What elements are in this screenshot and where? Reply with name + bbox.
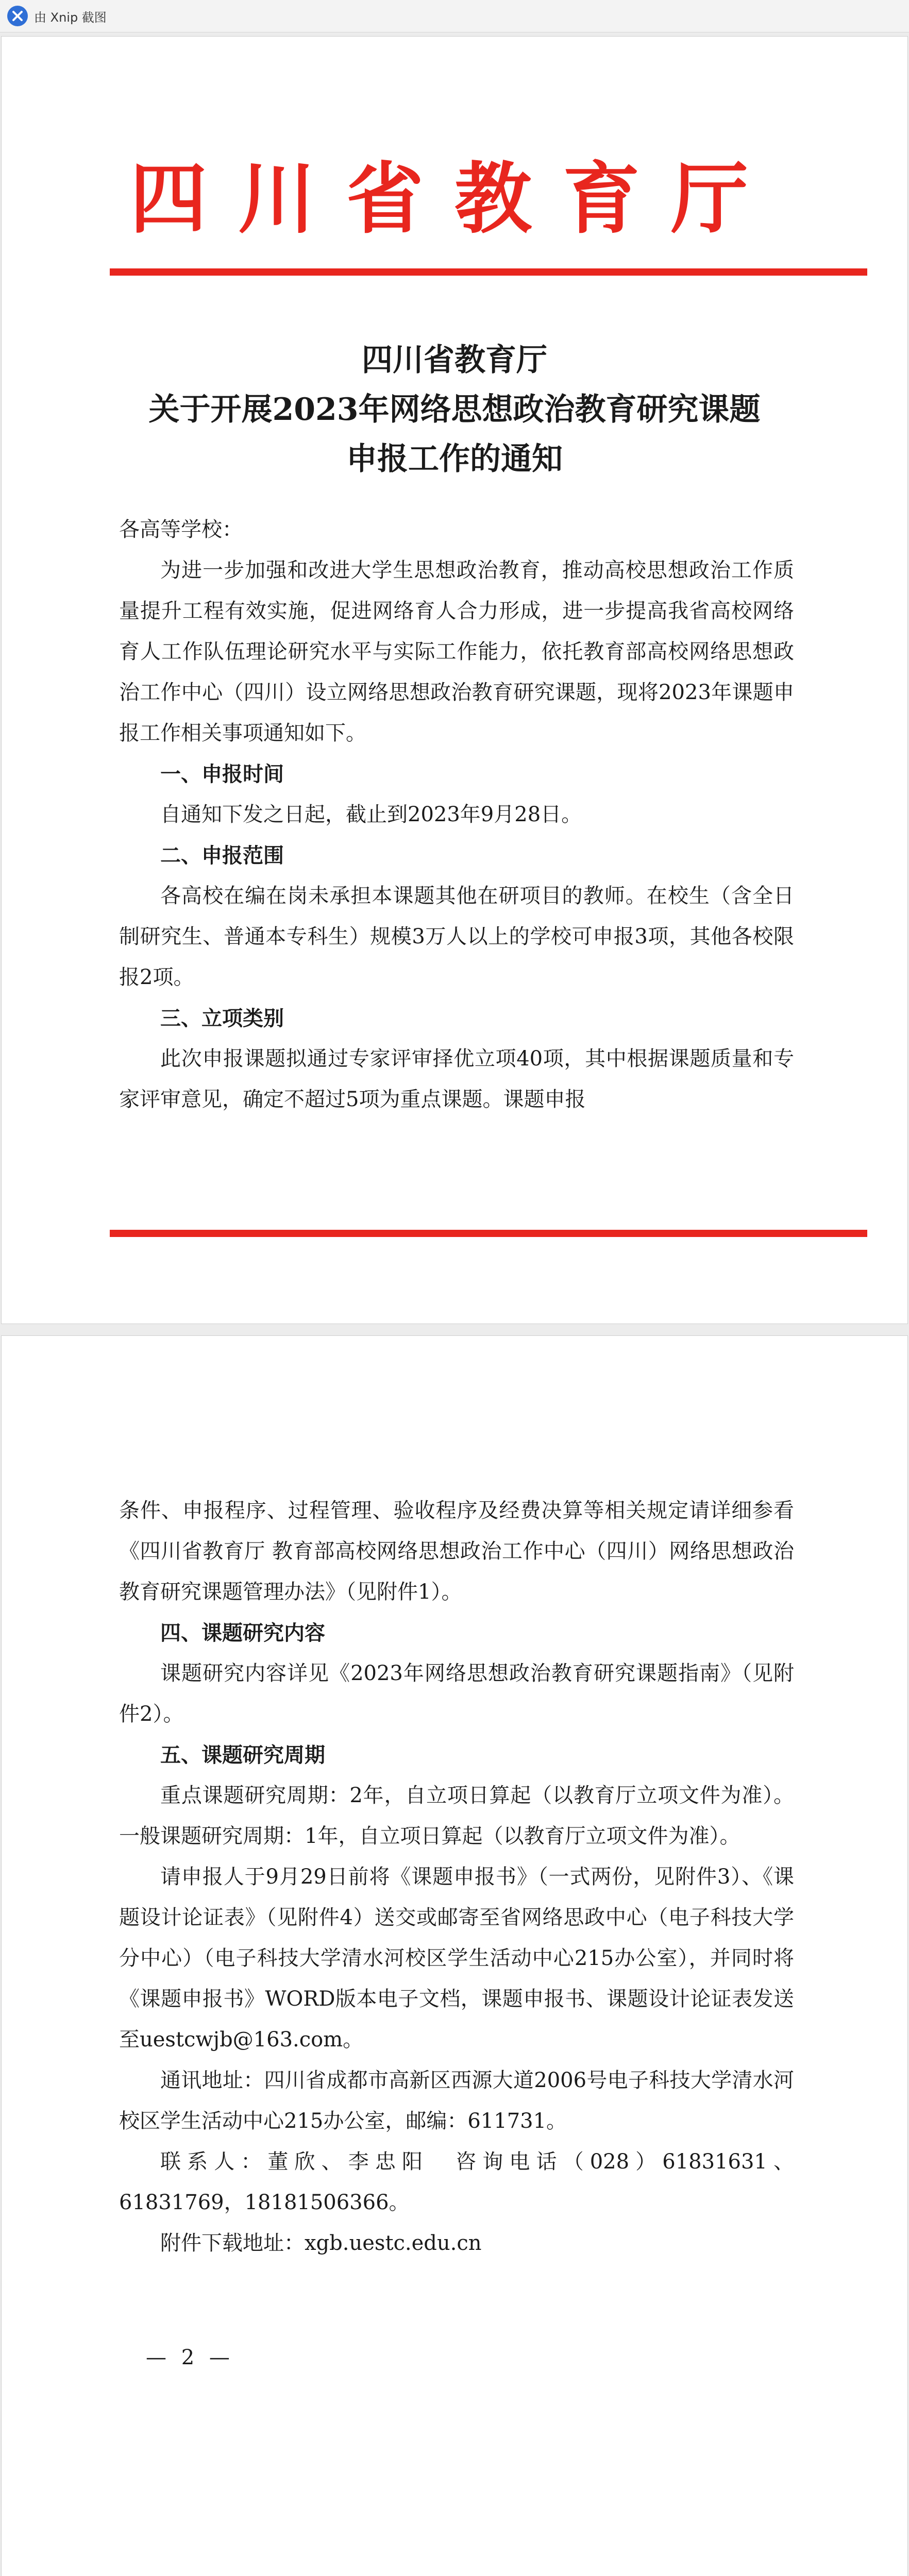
masthead-title: 四川省教育厅 (129, 154, 779, 244)
paragraph: 此次申报课题拟通过专家评审择优立项40项，其中根据课题质量和专家评审意见，确定不超过5项为重点课题。课题申报 (119, 1047, 794, 1111)
paragraph: 自通知下发之日起，截止到2023年9月28日。 (160, 803, 582, 826)
document-page-1 (1, 36, 908, 1324)
title-line: 申报工作的通知 (346, 441, 563, 477)
document-page-2 (1, 1335, 908, 2576)
window-title: 由 Xnip 截图 (34, 10, 107, 25)
section-heading: 二、申报范围 (160, 843, 284, 868)
section-heading: 四、课题研究内容 (160, 1621, 325, 1645)
salutation: 各高等学校： (119, 518, 243, 541)
paragraph: 条件、申报程序、过程管理、验收程序及经费决算等相关规定请详细参看《四川省教育厅 教育部高校网络思想政治工作中心（四川）网络思想政治教育研究课题管理办法》（见附件1）。 (119, 1499, 794, 1604)
title-line: 四川省教育厅 (362, 342, 547, 378)
title-line: 关于开展2023年网络思想政治教育研究课题 (148, 392, 761, 428)
body-text (119, 1490, 794, 2264)
paragraph: 重点课题研究周期：2年，自立项日算起（以教育厅立项文件为准）。一般课题研究周期：1年，自立项日算起（以教育厅立项文件为准）。 (119, 1784, 794, 1848)
document-title (2, 335, 907, 484)
section-heading: 一、申报时间 (160, 762, 284, 786)
intro-paragraph: 为进一步加强和改进大学生思想政治教育，推动高校思想政治工作质量提升工程有效实施，促进网络育人合力形成，进一步提高我省高校网络育人工作队伍理论研究水平与实际工作能力，依托教育部高校网络思想政治工作中心（四川）设立网络思想政治教育研究课题，现将2023年课题申报工作相关事项通知如下。 (119, 558, 794, 745)
xnip-logo-icon (7, 6, 28, 26)
section-heading: 五、课题研究周期 (160, 1743, 325, 1767)
paragraph: 各高校在编在岗未承担本课题其他在研项目的教师。在校生（含全日制研究生、普通本专科生）规模3万人以上的学校可申报3项，其他各校限报2项。 (119, 884, 794, 989)
body-text (119, 510, 794, 1120)
window-titlebar (0, 0, 909, 32)
paragraph: 请申报人于9月29日前将《课题申报书》（一式两份，见附件3）、《课题设计论证表》（见附件4）送交或邮寄至省网络思政中心（电子科技大学分中心）（电子科技大学清水河校区学生活动中心215办公室），并同时将《课题申报书》WORD版本电子文档，课题申报书、课题设计论证表发送至uestcwjb@163.com。 (119, 1865, 794, 2052)
paragraph: 通讯地址：四川省成都市高新区西源大道2006号电子科技大学清水河校区学生活动中心215办公室，邮编：611731。 (119, 2069, 794, 2133)
paragraph: 课题研究内容详见《2023年网络思想政治教育研究课题指南》（见附件2）。 (119, 1662, 794, 1726)
masthead-red-rule (110, 268, 867, 276)
paragraph: 联系人：董欣、李忠阳 咨询电话（028）61831631、61831769，18181506366。 (119, 2150, 794, 2214)
paragraph: 附件下载地址：xgb.uestc.edu.cn (160, 2231, 482, 2255)
page-number: — 2 — (146, 2346, 234, 2369)
footer-red-rule (110, 1230, 867, 1237)
section-heading: 三、立项类别 (160, 1006, 284, 1030)
